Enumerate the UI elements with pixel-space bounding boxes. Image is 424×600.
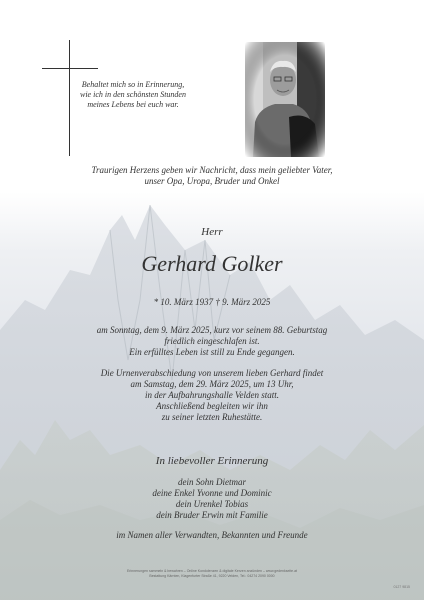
closing-line: im Namen aller Verwandten, Bekannten und Freunde <box>116 530 308 540</box>
death-notice-line: friedlich eingeschlafen ist. <box>164 336 260 346</box>
quote-line: Behaltet mich so in Erinnerung, <box>81 80 185 89</box>
reference-number: 0127 9815 <box>393 585 410 589</box>
life-dates: * 10. März 1937 † 9. März 2025 <box>153 297 271 307</box>
quote-block <box>58 80 208 110</box>
funeral-line: in der Aufbahrungshalle Velden statt. <box>144 390 280 400</box>
funeral-line: am Samstag, dem 29. März 2025, um 13 Uhr, <box>130 379 294 389</box>
memory-heading: In liebevoller Erinnerung <box>155 455 269 467</box>
quote-line: wie ich in den schönsten Stunden <box>80 90 186 99</box>
footer <box>60 569 364 579</box>
intro-line: Traurigen Herzens geben wir Nachricht, dass mein geliebter Vater, <box>91 165 333 175</box>
mourners-list <box>40 477 384 521</box>
funeral-info <box>40 368 384 423</box>
death-notice-line: Ein erfülltes Leben ist still zu Ende gegangen. <box>129 347 295 357</box>
salutation: Herr <box>201 226 223 238</box>
funeral-line: zu seiner letzten Ruhestätte. <box>161 412 263 422</box>
footer-line: Bestattung Kärnten, Klagenfurter Straße 41, 9220 Velden, Tel.: 04274 2090 0000 <box>149 574 275 578</box>
intro-text <box>40 165 384 187</box>
footer-line: Erinnerungen sammeln & bewahren – Online Kondolenzen & digitale Kerzen anzünden – www.gedenkseite.at <box>126 569 298 573</box>
death-notice-line: am Sonntag, dem 9. März 2025, kurz vor seinem 88. Geburtstag <box>96 325 328 335</box>
funeral-line: Die Urnenverabschiedung von unserem lieben Gerhard findet <box>100 368 324 378</box>
quote-line: meines Lebens bei euch war. <box>87 100 179 109</box>
mourner-line: dein Sohn Dietmar <box>178 477 246 487</box>
intro-line: unser Opa, Uropa, Bruder und Onkel <box>144 176 280 186</box>
portrait-photo <box>245 42 325 157</box>
funeral-line: Anschließend begleiten wir ihn <box>156 401 268 411</box>
death-notice <box>40 325 384 358</box>
mourner-line: deine Enkel Yvonne und Dominic <box>152 488 272 498</box>
deceased-name: Gerhard Golker <box>141 251 283 276</box>
cross-icon-bar <box>42 68 98 69</box>
mourner-line: dein Bruder Erwin mit Familie <box>156 510 268 520</box>
mourner-line: dein Urenkel Tobias <box>175 499 249 509</box>
